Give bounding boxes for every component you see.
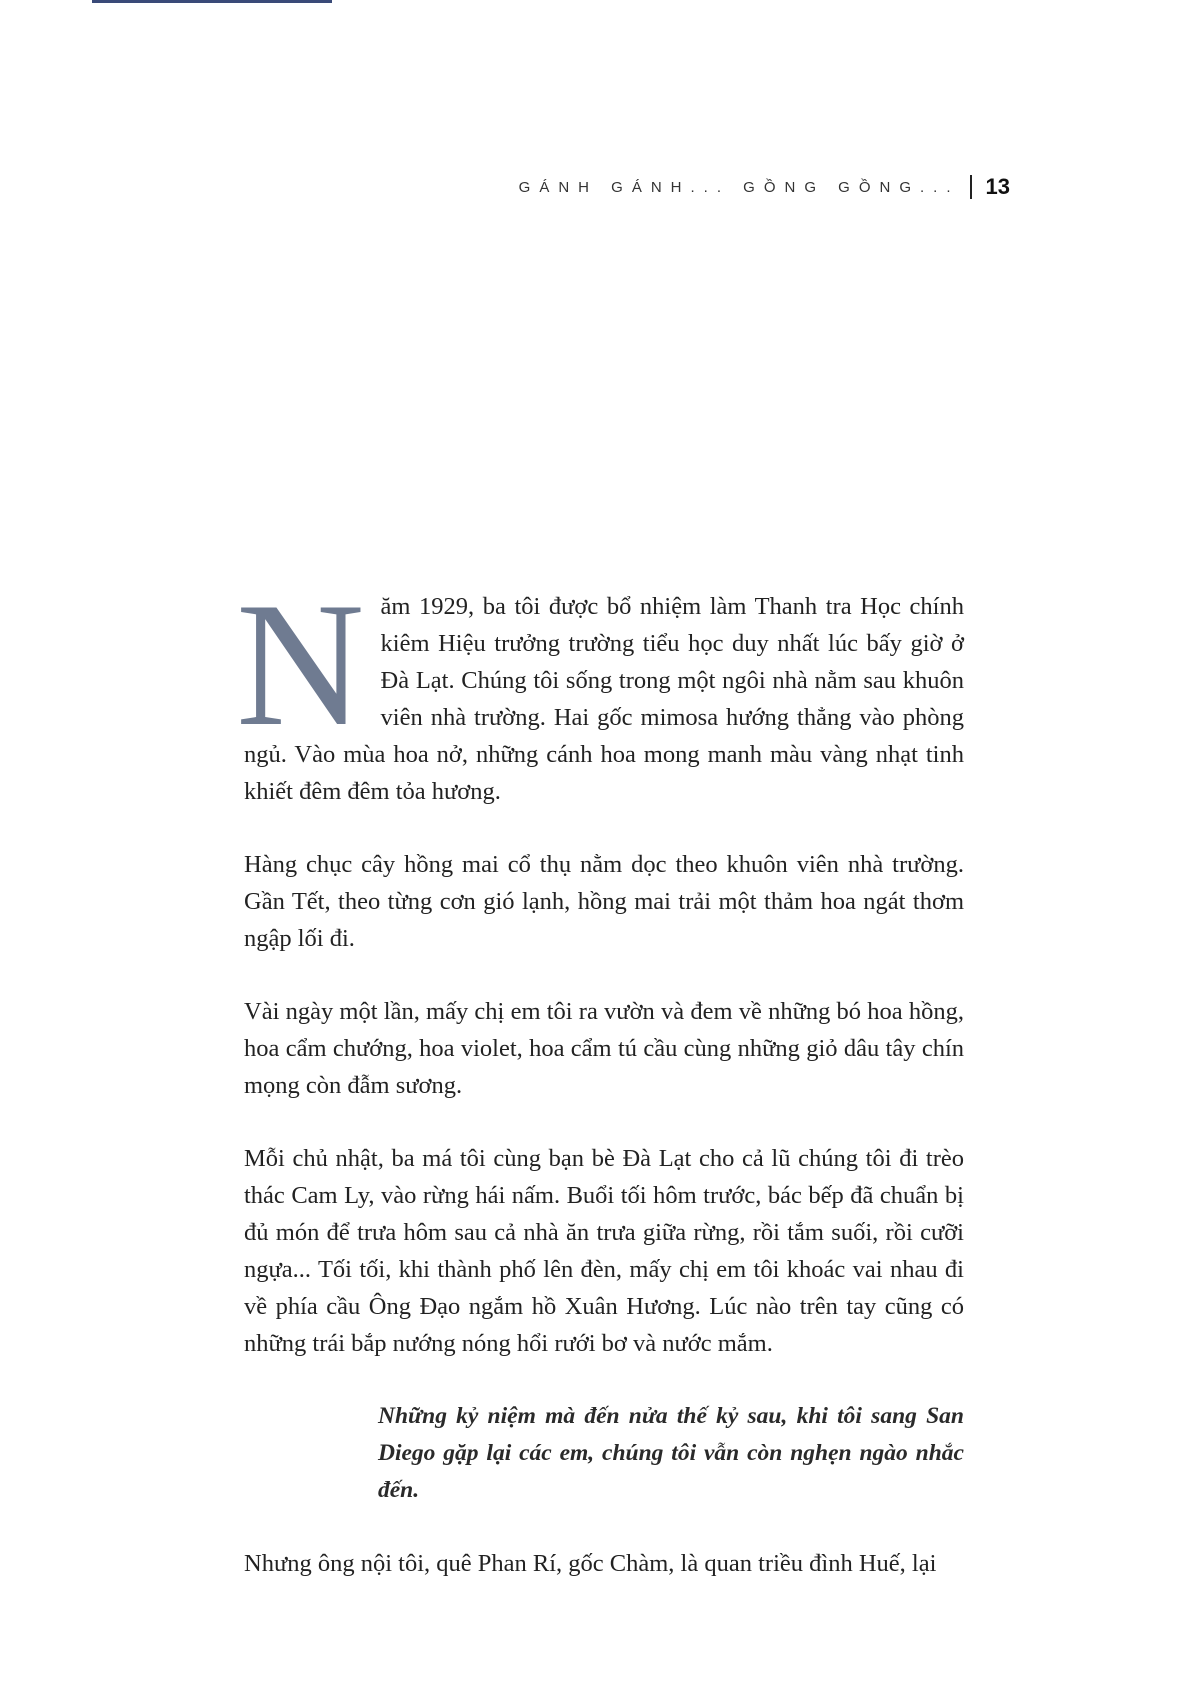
chapter-body [236, 565, 964, 1618]
paragraph-5: Nhưng ông nội tôi, quê Phan Rí, gốc Chàm, là quan triều đình Huế, lại [244, 1550, 937, 1577]
running-title: GÁNH GÁNH... GỒNG GỒNG... [518, 178, 960, 196]
header-divider [970, 175, 972, 199]
paragraph-3: Vài ngày một lần, mấy chị em tôi ra vườn và đem về những bó hoa hồng, hoa cẩm chướng, hoa violet, hoa cẩm tú cầu cùng những giỏ dâu tây chín mọng còn đẫm sương. [244, 998, 964, 1099]
running-header [519, 174, 1010, 200]
pull-quote: Những kỷ niệm mà đến nửa thế kỷ sau, khi tôi sang San Diego gặp lại các em, chúng tôi vẫn còn nghẹn ngào nhắc đến. [378, 1403, 964, 1503]
paragraph-1 [236, 565, 964, 810]
paragraph-2: Hàng chục cây hồng mai cổ thụ nằm dọc theo khuôn viên nhà trường. Gần Tết, theo từng cơn gió lạnh, hồng mai trải một thảm hoa ngát thơm ngập lối đi. [244, 851, 964, 952]
page-edge-mark [92, 0, 332, 3]
paragraph-4: Mỗi chủ nhật, ba má tôi cùng bạn bè Đà Lạt cho cả lũ chúng tôi đi trèo thác Cam Ly, vào rừng hái nấm. Buổi tối hôm trước, bác bếp đã chuẩn bị đủ món để trưa hôm sau cả nhà ăn trưa giữa rừng, rồi tắm suối, rồi cưỡi ngựa... Tối tối, khi thành phố lên đèn, mấy chị em tôi khoác vai nhau đi về phía cầu Ông Đạo ngắm hồ Xuân Hương. Lúc nào trên tay cũng có những trái bắp nướng nóng hổi rưới bơ và nước mắm. [244, 1145, 964, 1357]
paragraph-1-text: ăm 1929, ba tôi được bổ nhiệm làm Thanh tra Học chính kiêm Hiệu trưởng trường tiểu học duy nhất lúc bấy giờ ở Đà Lạt. Chúng tôi sống trong một ngôi nhà nằm sau khuôn viên nhà trường. Hai gốc mimosa hướng thẳng vào phòng ngủ. Vào mùa hoa nở, những cánh hoa mong manh màu vàng nhạt tinh khiết đêm đêm tỏa hương. [244, 593, 964, 805]
page-number: 13 [985, 174, 1010, 199]
drop-cap: N [236, 565, 365, 763]
